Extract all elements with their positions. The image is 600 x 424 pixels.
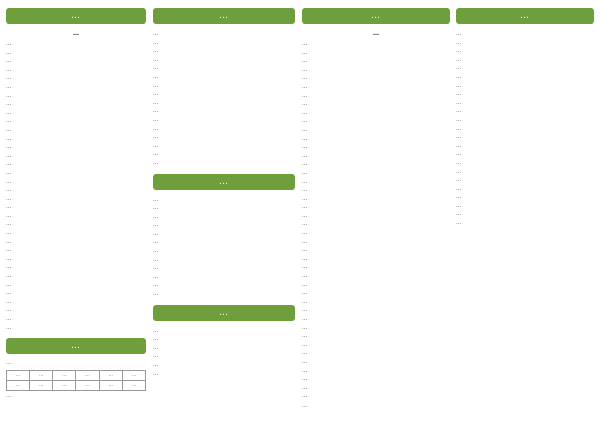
worship-order-line: …	[6, 298, 12, 305]
sermon-line: …	[302, 212, 308, 219]
worship-order-line: …	[6, 212, 12, 219]
church-news-line: …	[456, 82, 462, 89]
schedule-day-cell: …	[30, 371, 53, 381]
column-2-section-2-header: …	[153, 174, 295, 190]
column-1-lines	[6, 40, 146, 332]
schedule-day-cell: …	[53, 371, 76, 381]
sermon-line: …	[302, 393, 308, 400]
schedule-passage-cell: …	[7, 381, 30, 391]
wednesday-order-line: …	[153, 213, 159, 220]
column-2-section-2	[153, 196, 295, 299]
sermon-line: …	[302, 281, 308, 288]
worship-order-line: …	[6, 41, 12, 47]
sermon-line: …	[302, 75, 308, 82]
sermon-line: …	[302, 324, 308, 331]
praise-order-line: …	[153, 151, 159, 158]
schedule-passage-cell: …	[122, 381, 145, 391]
wednesday-order-line: …	[153, 282, 159, 289]
church-news-line: …	[456, 134, 462, 141]
worship-order-column	[6, 8, 146, 418]
sermon-title: …	[373, 30, 379, 37]
sermon-line: …	[302, 49, 308, 56]
church-news-line: …	[456, 65, 462, 72]
church-news-items	[456, 30, 594, 228]
worship-order-line: …	[6, 169, 12, 176]
schedule-day-cell: …	[76, 371, 99, 381]
church-news-line: …	[456, 116, 462, 123]
sermon-line: …	[302, 350, 308, 357]
schedule-day-cell: …	[99, 371, 122, 381]
worship-order-line: …	[6, 238, 12, 245]
worship-order-line: …	[6, 118, 12, 125]
church-news-line: …	[456, 73, 462, 80]
sermon-line: …	[302, 333, 308, 340]
sermon-line: …	[302, 316, 308, 322]
worship-order-line: …	[6, 83, 12, 90]
sermon-footer: …	[302, 402, 307, 409]
friday-order-line: …	[153, 362, 159, 368]
wednesday-order-line: …	[153, 248, 159, 255]
sermon-line: …	[302, 144, 308, 151]
worship-order-line: …	[6, 255, 12, 262]
sermon-text	[302, 40, 450, 401]
sermon-line: …	[302, 178, 308, 185]
praise-order-line: …	[153, 116, 159, 123]
wednesday-order-line: …	[153, 230, 159, 237]
praise-order-line: …	[153, 82, 159, 89]
praise-order-line: …	[153, 125, 159, 132]
church-news-line: …	[456, 220, 462, 227]
friday-order-line: …	[153, 336, 159, 343]
church-news-line: …	[456, 108, 462, 115]
column-2-section-3	[153, 327, 295, 379]
church-news-line: …	[456, 202, 462, 209]
praise-order-line: …	[153, 73, 159, 80]
sermon-line: …	[302, 341, 308, 348]
praise-order-line: …	[153, 142, 159, 149]
church-news-line: …	[456, 56, 462, 63]
praise-order-line: …	[153, 48, 159, 55]
schedule-passage-cell: …	[99, 381, 122, 391]
sermon-line: …	[302, 126, 308, 133]
worship-order-line: …	[6, 230, 12, 237]
dawn-prayer-footnote: …	[6, 393, 11, 400]
dawn-prayer-header: …	[6, 338, 146, 354]
sermon-summary-column	[302, 8, 450, 418]
worship-order-line: …	[6, 221, 12, 228]
worship-order-line: …	[6, 101, 12, 108]
dawn-prayer-schedule	[6, 370, 146, 391]
praise-worship-column	[153, 8, 295, 418]
worship-order-line: …	[6, 152, 12, 159]
worship-order-line: …	[6, 92, 12, 99]
sermon-line: …	[302, 83, 308, 90]
sermon-line: …	[302, 161, 308, 168]
column-2-section-3-header: …	[153, 305, 295, 321]
schedule-day-cell: …	[122, 371, 145, 381]
sermon-line: …	[302, 41, 308, 47]
sermon-line: …	[302, 290, 308, 297]
schedule-passage-cell: …	[30, 381, 53, 391]
worship-order-line: …	[6, 126, 12, 133]
sermon-line: …	[302, 204, 308, 211]
sermon-line: …	[302, 92, 308, 99]
friday-order-line: …	[153, 344, 159, 351]
praise-order-line: …	[153, 39, 159, 46]
worship-order-line: …	[6, 316, 12, 322]
sermon-line: …	[302, 152, 308, 159]
worship-order-line: …	[6, 187, 12, 194]
sermon-line: …	[302, 247, 308, 254]
worship-order-line: …	[6, 195, 12, 202]
friday-order-line: …	[153, 327, 159, 334]
sermon-line: …	[302, 255, 308, 262]
church-news-line: …	[456, 211, 462, 218]
sermon-line: …	[302, 109, 308, 116]
worship-order-line: …	[6, 135, 12, 142]
sermon-line: …	[302, 230, 308, 237]
schedule-day-cell: …	[7, 371, 30, 381]
praise-order-line: …	[153, 99, 159, 106]
schedule-passage-cell: …	[53, 381, 76, 391]
church-news-line: …	[456, 168, 462, 175]
friday-order-line: …	[153, 370, 159, 377]
wednesday-order-line: …	[153, 265, 159, 272]
church-news-line: …	[456, 31, 462, 37]
wednesday-order-line: …	[153, 256, 159, 263]
sermon-line: …	[302, 58, 308, 65]
schedule-passage-cell: …	[76, 381, 99, 391]
worship-order-line: …	[6, 109, 12, 116]
sermon-line: …	[302, 195, 308, 202]
column-1-subtitle: …	[73, 30, 79, 37]
church-news-line: …	[456, 142, 462, 149]
church-news-line: …	[456, 194, 462, 201]
wednesday-order-line: …	[153, 222, 159, 229]
worship-order-line: …	[6, 247, 12, 254]
sermon-line: …	[302, 358, 308, 365]
church-news-line: …	[456, 159, 462, 166]
praise-order-line: …	[153, 65, 159, 72]
worship-order-line: …	[6, 264, 12, 271]
worship-order-line: …	[6, 324, 12, 331]
sermon-line: …	[302, 101, 308, 108]
praise-order-line: …	[153, 91, 159, 98]
worship-order-line: …	[6, 58, 12, 65]
church-news-line: …	[456, 125, 462, 132]
praise-order-line: …	[153, 108, 159, 115]
worship-order-line: …	[6, 49, 12, 56]
wednesday-order-line: …	[153, 205, 159, 212]
sermon-line: …	[302, 298, 308, 305]
sermon-line: …	[302, 273, 308, 280]
sermon-line: …	[302, 135, 308, 142]
church-news-line: …	[456, 91, 462, 98]
wednesday-order-line: …	[153, 291, 159, 298]
sermon-line: …	[302, 238, 308, 245]
worship-order-line: …	[6, 178, 12, 185]
sermon-line: …	[302, 221, 308, 228]
sermon-line: …	[302, 384, 308, 391]
wednesday-order-line: …	[153, 196, 159, 203]
sermon-line: …	[302, 307, 308, 314]
column-2-section-1	[153, 30, 295, 168]
worship-order-line: …	[6, 75, 12, 82]
praise-order-line: …	[153, 159, 159, 166]
worship-order-line: …	[6, 144, 12, 151]
church-news-line: …	[456, 39, 462, 46]
worship-order-line: …	[6, 281, 12, 288]
wednesday-order-line: …	[153, 273, 159, 280]
friday-order-line: …	[153, 353, 159, 360]
church-news-column	[456, 8, 594, 418]
church-news-line: …	[456, 48, 462, 55]
worship-order-line: …	[6, 290, 12, 297]
church-news-line: …	[456, 99, 462, 106]
worship-order-line: …	[6, 66, 12, 73]
church-news-line: …	[456, 185, 462, 192]
worship-order-line: …	[6, 307, 12, 314]
column-2-header: …	[153, 8, 295, 24]
column-1-header: …	[6, 8, 146, 24]
column-3-header: …	[302, 8, 450, 24]
praise-order-line: …	[153, 56, 159, 63]
worship-order-line: …	[6, 161, 12, 168]
church-news-line: …	[456, 177, 462, 184]
sermon-line: …	[302, 187, 308, 194]
sermon-line: …	[302, 118, 308, 125]
praise-order-line: …	[153, 134, 159, 141]
worship-order-line: …	[6, 273, 12, 280]
worship-order-line: …	[6, 204, 12, 211]
praise-order-line: …	[153, 31, 159, 37]
sermon-line: …	[302, 264, 308, 271]
sermon-line: …	[302, 169, 308, 176]
wednesday-order-line: …	[153, 239, 159, 246]
church-news-line: …	[456, 151, 462, 158]
sermon-line: …	[302, 66, 308, 73]
sermon-line: …	[302, 376, 308, 383]
column-4-header: …	[456, 8, 594, 24]
sermon-line: …	[302, 367, 308, 374]
dawn-prayer-note: …	[6, 360, 11, 367]
